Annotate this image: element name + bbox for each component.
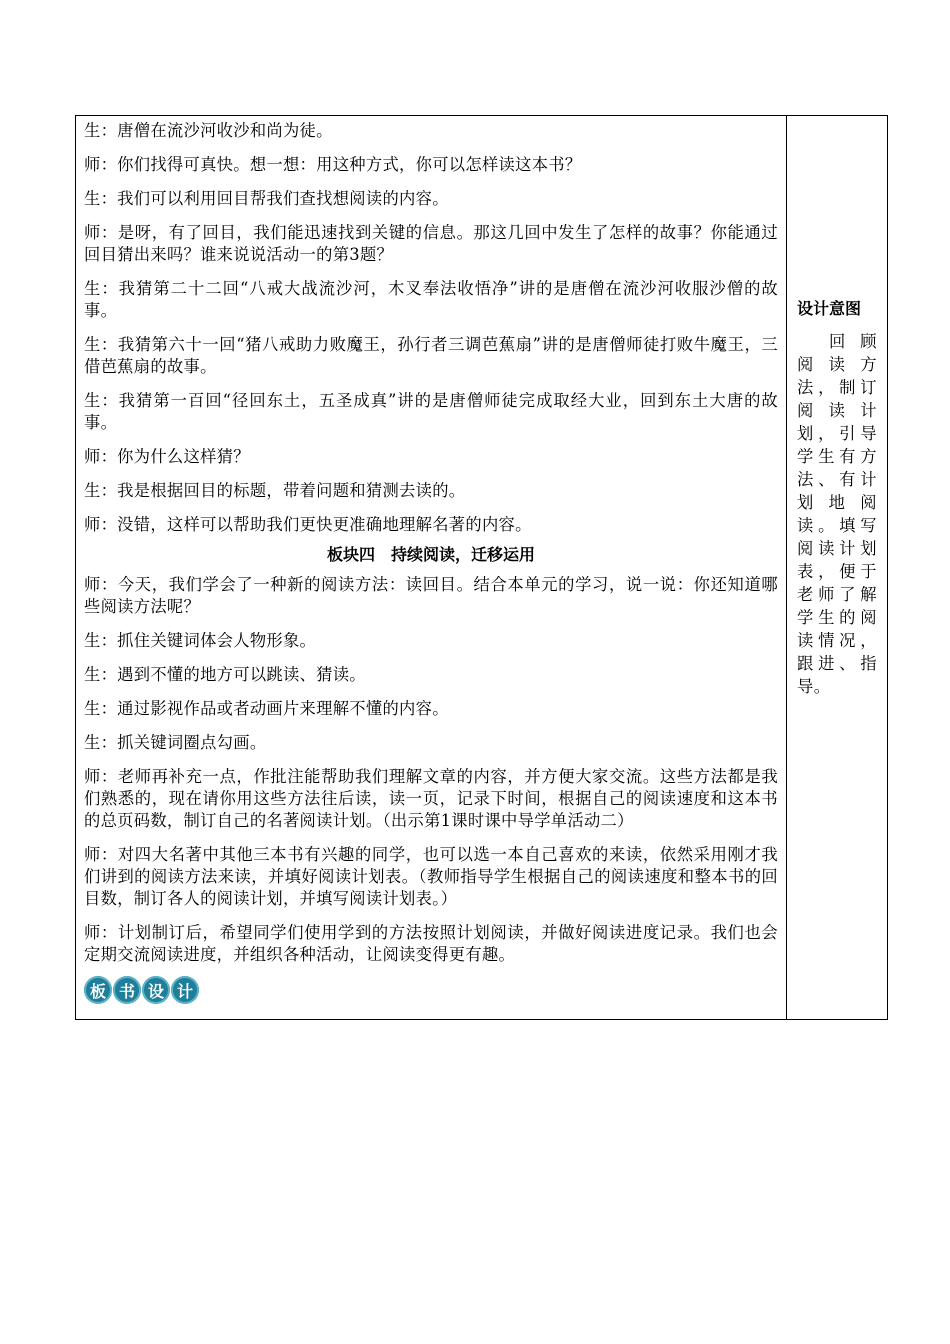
dialogue-line: 生：我猜第一百回“径回东土，五圣成真”讲的是唐僧师徒完成取经大业，回到东土大唐的故事。 — [84, 391, 778, 432]
board-design-char: 计 — [171, 976, 199, 1004]
dialogue-line: 生：遇到不懂的地方可以跳读、猜读。 — [84, 665, 366, 684]
design-intent-text: 回顾阅读方法，制订阅读计划，引导学生有方法、有计划地阅读。填写阅读计划表，便于老师了解学生的阅读情况，跟进、指导。 — [797, 332, 877, 696]
dialogue-line: 师：你们找得可真快。想一想：用这种方式，你可以怎样读这本书？ — [84, 155, 582, 174]
dialogue-line: 生：我们可以利用回目帮我们查找想阅读的内容。 — [84, 189, 449, 208]
dialogue-line: 生：我猜第二十二回“八戒大战流沙河，木叉奉法收悟净”讲的是唐僧在流沙河收服沙僧的故事。 — [84, 279, 778, 320]
board-design-char: 书 — [113, 976, 141, 1004]
section-label: 板块四 — [326, 545, 375, 564]
dialogue-line: 师：你为什么这样猜？ — [84, 447, 250, 466]
dialogue-line: 生：我猜第六十一回“猪八戒助力败魔王，孙行者三调芭蕉扇”讲的是唐僧师徒打败牛魔王，三借芭蕉扇的故事。 — [84, 335, 778, 376]
dialogue-line: 师：计划制订后，希望同学们使用学到的方法按照计划阅读，并做好阅读进度记录。我们也会定期交流阅读进度，并组织各种活动，让阅读变得更有趣。 — [84, 923, 778, 964]
dialogue-line: 生：通过影视作品或者动画片来理解不懂的内容。 — [84, 699, 449, 718]
dialogue-line: 生：我是根据回目的标题，带着问题和猜测去读的。 — [84, 481, 466, 500]
section-heading — [84, 544, 778, 566]
design-intent-column — [787, 116, 887, 1019]
dialogue-line: 师：对四大名著中其他三本书有兴趣的同学，也可以选一本自己喜欢的来读，依然采用刚才我们讲到的阅读方法来读，并填好阅读计划表。（教师指导学生根据自己的阅读速度和整本书的回目数，制订各人的阅读计划，并填写阅读计划表。） — [84, 845, 778, 908]
dialogue-line: 师：是呀，有了回目，我们能迅速找到关键的信息。那这几回中发生了怎样的故事？你能通过回目猜出来吗？谁来说说活动一的第3题？ — [84, 223, 778, 264]
board-design-char: 设 — [142, 976, 170, 1004]
design-intent-title: 设计意图 — [797, 299, 862, 318]
dialogue-line: 师：老师再补充一点，作批注能帮助我们理解文章的内容，并方便大家交流。这些方法都是我们熟悉的，现在请你用这些方法往后读，读一页，记录下时间，根据自己的阅读速度和这本书的总页码数，制订自己的名著阅读计划。（出示第1课时课中导学单活动二） — [84, 767, 778, 830]
dialogue-line: 生：抓住关键词体会人物形象。 — [84, 631, 317, 650]
dialogue-line: 生：抓关键词圈点勾画。 — [84, 733, 267, 752]
dialogue-line: 生：唐僧在流沙河收沙和尚为徒。 — [84, 121, 333, 140]
dialogue-line: 师：没错，这样可以帮助我们更快更准确地理解名著的内容。 — [84, 515, 532, 534]
dialogue-line: 师：今天，我们学会了一种新的阅读方法：读回目。结合本单元的学习，说一说：你还知道哪些阅读方法呢？ — [84, 575, 778, 616]
lesson-main-column — [76, 116, 787, 1019]
section-title: 持续阅读，迁移运用 — [391, 545, 536, 564]
lesson-table — [75, 115, 888, 1020]
board-design-badge — [84, 976, 778, 1004]
board-design-char: 板 — [84, 976, 112, 1004]
